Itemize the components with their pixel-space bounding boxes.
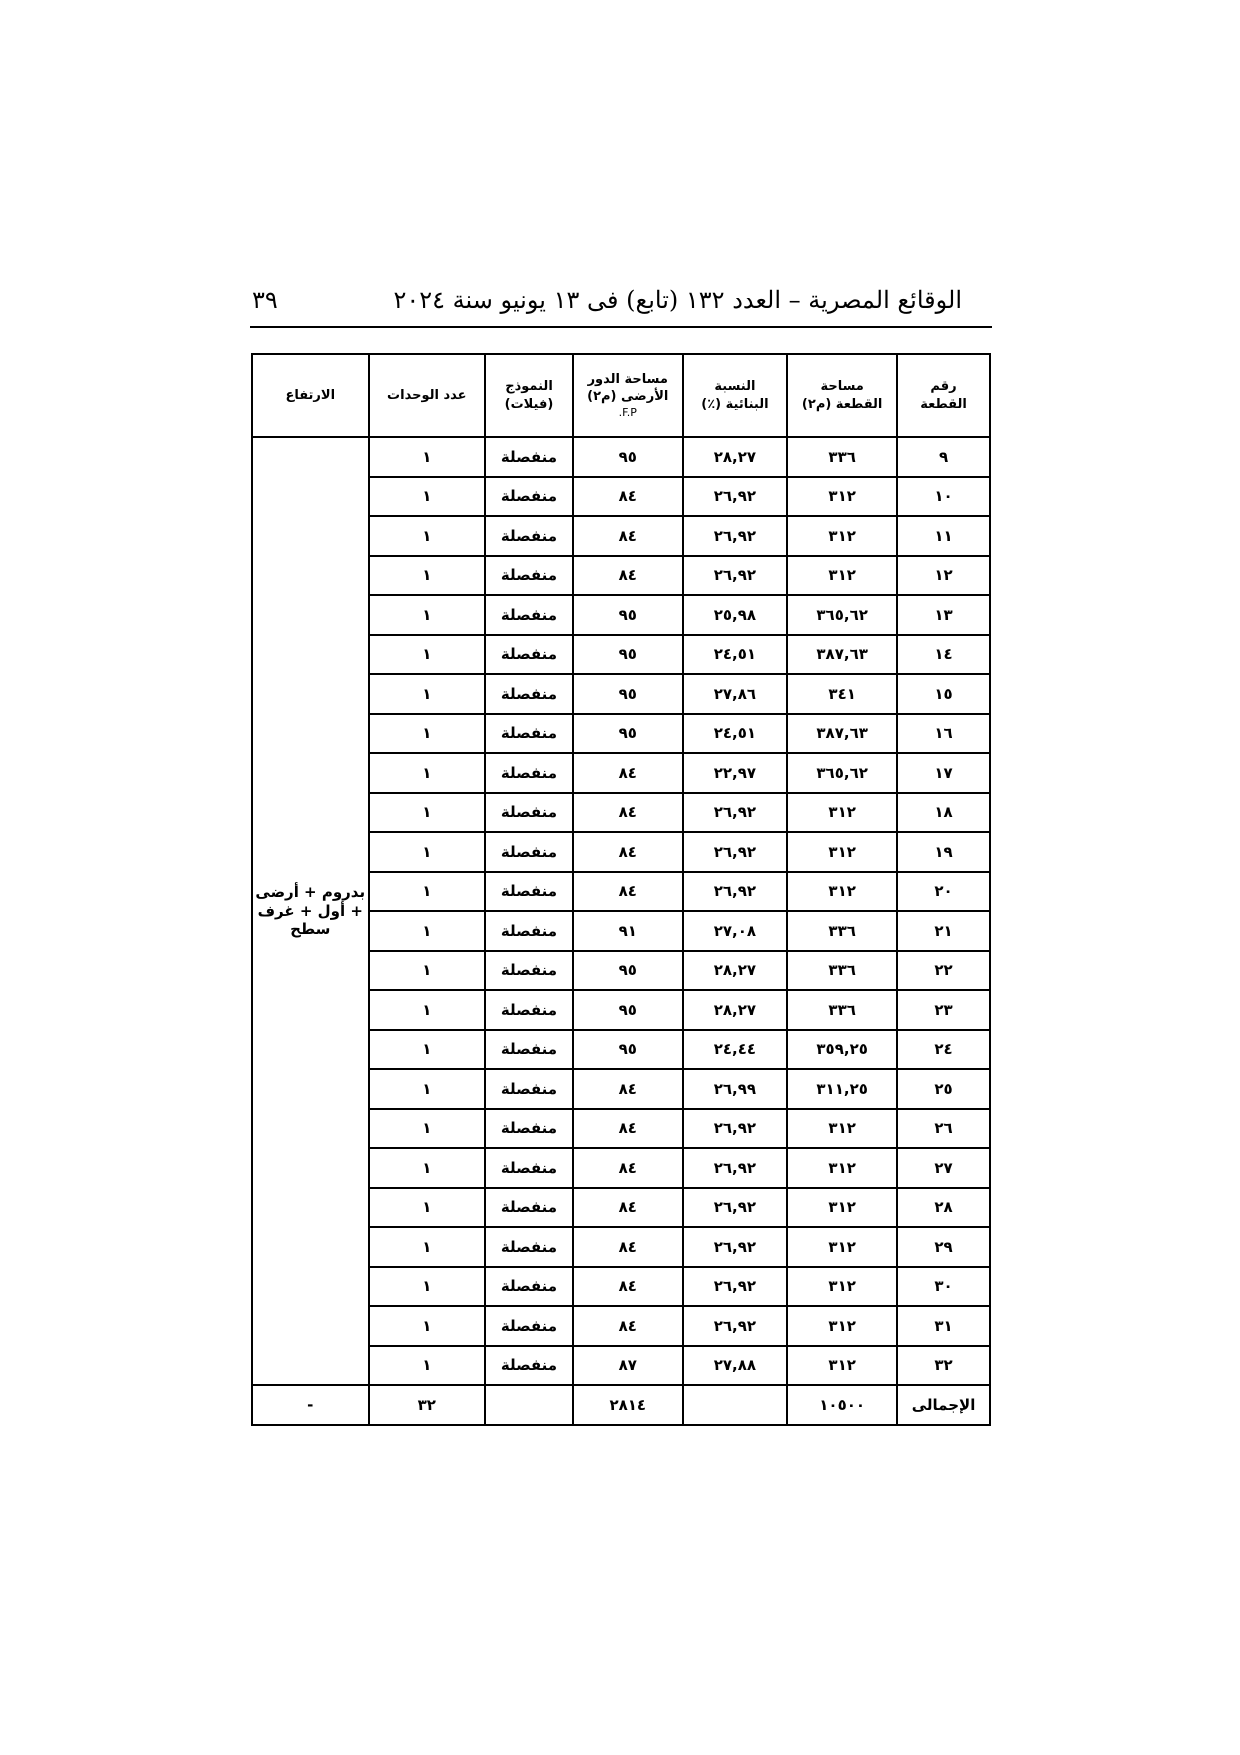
col-header-plot-area: مساحة القطعة (م٢) (787, 354, 897, 437)
total-row (252, 1385, 990, 1425)
cell-ground-floor-area: ٨٤ (573, 1306, 683, 1346)
cell-building-ratio: ٢٦,٩٢ (683, 1227, 788, 1267)
cell-model: منفصلة (485, 1346, 573, 1386)
cell-building-ratio: ٢٢,٩٧ (683, 753, 788, 793)
total-ground-floor-area: ٢٨١٤ (573, 1385, 683, 1425)
cell-units: ١ (369, 1030, 486, 1070)
cell-units: ١ (369, 990, 486, 1030)
cell-units: ١ (369, 516, 486, 556)
cell-plot-number: ٢٤ (897, 1030, 990, 1070)
cell-plot-number: ٣٢ (897, 1346, 990, 1386)
cell-building-ratio: ٢٧,٠٨ (683, 911, 788, 951)
cell-building-ratio: ٢٦,٩٢ (683, 1306, 788, 1346)
cell-building-ratio: ٢٤,٤٤ (683, 1030, 788, 1070)
cell-plot-number: ٢٠ (897, 872, 990, 912)
cell-plot-area: ٣١٢ (787, 1148, 897, 1188)
cell-plot-number: ١٤ (897, 635, 990, 675)
cell-plot-number: ٢٢ (897, 951, 990, 991)
cell-plot-area: ٣١٢ (787, 1346, 897, 1386)
cell-ground-floor-area: ٨٤ (573, 516, 683, 556)
cell-model: منفصلة (485, 832, 573, 872)
cell-units: ١ (369, 1267, 486, 1307)
table-header-row (252, 354, 990, 437)
cell-ground-floor-area: ٨٤ (573, 872, 683, 912)
cell-plot-number: ٣١ (897, 1306, 990, 1346)
cell-units: ١ (369, 911, 486, 951)
cell-model: منفصلة (485, 1188, 573, 1228)
cell-ground-floor-area: ٨٤ (573, 1227, 683, 1267)
cell-building-ratio: ٢٦,٩٢ (683, 872, 788, 912)
cell-model: منفصلة (485, 1267, 573, 1307)
cell-plot-number: ١١ (897, 516, 990, 556)
cell-model: منفصلة (485, 753, 573, 793)
cell-ground-floor-area: ٩٥ (573, 674, 683, 714)
cell-ground-floor-area: ٩٥ (573, 635, 683, 675)
plots-table (251, 353, 991, 1426)
cell-building-ratio: ٢٦,٩٩ (683, 1069, 788, 1109)
gazette-title: الوقائع المصرية – العدد ١٣٢ (تابع) فى ١٣ يونيو سنة ٢٠٢٤ (393, 286, 962, 314)
cell-ground-floor-area: ٩٥ (573, 990, 683, 1030)
table-row (252, 437, 990, 477)
cell-plot-number: ٢٦ (897, 1109, 990, 1149)
cell-plot-area: ٣٣٦ (787, 990, 897, 1030)
cell-building-ratio: ٢٦,٩٢ (683, 793, 788, 833)
cell-building-ratio: ٢٧,٨٨ (683, 1346, 788, 1386)
cell-plot-number: ٣٠ (897, 1267, 990, 1307)
cell-units: ١ (369, 1188, 486, 1228)
cell-model: منفصلة (485, 872, 573, 912)
cell-building-ratio: ٢٤,٥١ (683, 714, 788, 754)
cell-plot-area: ٣١٢ (787, 477, 897, 517)
col-header-building-ratio: النسبة البنائية (٪) (683, 354, 788, 437)
cell-ground-floor-area: ٨٤ (573, 1148, 683, 1188)
page-number: ٣٩ (252, 286, 278, 314)
cell-ground-floor-area: ٨٤ (573, 753, 683, 793)
table-body (252, 437, 990, 1385)
cell-model: منفصلة (485, 793, 573, 833)
cell-building-ratio: ٢٨,٢٧ (683, 437, 788, 477)
cell-units: ١ (369, 951, 486, 991)
page-header (250, 282, 992, 328)
cell-plot-area: ٣٦٥,٦٢ (787, 595, 897, 635)
cell-model: منفصلة (485, 477, 573, 517)
cell-plot-area: ٣١٢ (787, 1306, 897, 1346)
cell-model: منفصلة (485, 635, 573, 675)
cell-model: منفصلة (485, 911, 573, 951)
cell-plot-area: ٣٣٦ (787, 911, 897, 951)
cell-model: منفصلة (485, 1306, 573, 1346)
cell-plot-number: ١٦ (897, 714, 990, 754)
cell-units: ١ (369, 872, 486, 912)
cell-plot-number: ١٧ (897, 753, 990, 793)
cell-plot-area: ٣١٢ (787, 516, 897, 556)
cell-model: منفصلة (485, 556, 573, 596)
cell-units: ١ (369, 674, 486, 714)
cell-plot-area: ٣١١,٢٥ (787, 1069, 897, 1109)
cell-plot-area: ٣٣٦ (787, 951, 897, 991)
cell-units: ١ (369, 1306, 486, 1346)
cell-units: ١ (369, 595, 486, 635)
cell-units: ١ (369, 437, 486, 477)
cell-plot-number: ١٩ (897, 832, 990, 872)
cell-model: منفصلة (485, 1069, 573, 1109)
cell-height: بدروم + أرضى + أول + غرف سطح (252, 437, 369, 1385)
cell-ground-floor-area: ٩٥ (573, 951, 683, 991)
cell-building-ratio: ٢٦,٩٢ (683, 477, 788, 517)
total-height: - (252, 1385, 369, 1425)
cell-building-ratio: ٢٥,٩٨ (683, 595, 788, 635)
cell-building-ratio: ٢٧,٨٦ (683, 674, 788, 714)
total-units: ٣٢ (369, 1385, 486, 1425)
cell-building-ratio: ٢٨,٢٧ (683, 990, 788, 1030)
cell-plot-area: ٣٨٧,٦٣ (787, 635, 897, 675)
col-header-plot-number: رقم القطعة (897, 354, 990, 437)
cell-ground-floor-area: ٨٤ (573, 793, 683, 833)
cell-ground-floor-area: ٩٥ (573, 1030, 683, 1070)
cell-model: منفصلة (485, 595, 573, 635)
cell-model: منفصلة (485, 674, 573, 714)
cell-model: منفصلة (485, 951, 573, 991)
total-label: الإجمالى (897, 1385, 990, 1425)
cell-plot-number: ١٣ (897, 595, 990, 635)
cell-plot-number: ١٨ (897, 793, 990, 833)
col-header-units: عدد الوحدات (369, 354, 486, 437)
cell-model: منفصلة (485, 714, 573, 754)
cell-plot-area: ٣١٢ (787, 1188, 897, 1228)
cell-plot-area: ٣٣٦ (787, 437, 897, 477)
cell-ground-floor-area: ٨٤ (573, 477, 683, 517)
cell-model: منفصلة (485, 1148, 573, 1188)
cell-plot-area: ٣٨٧,٦٣ (787, 714, 897, 754)
cell-plot-number: ٢٣ (897, 990, 990, 1030)
cell-plot-area: ٣١٢ (787, 872, 897, 912)
cell-units: ١ (369, 1346, 486, 1386)
cell-units: ١ (369, 635, 486, 675)
cell-units: ١ (369, 1109, 486, 1149)
cell-model: منفصلة (485, 990, 573, 1030)
cell-plot-number: ٢٩ (897, 1227, 990, 1267)
cell-ground-floor-area: ٨٤ (573, 1069, 683, 1109)
cell-building-ratio: ٢٨,٢٧ (683, 951, 788, 991)
cell-units: ١ (369, 556, 486, 596)
cell-plot-area: ٣١٢ (787, 1267, 897, 1307)
cell-ground-floor-area: ٨٧ (573, 1346, 683, 1386)
cell-plot-number: ٢٥ (897, 1069, 990, 1109)
cell-units: ١ (369, 714, 486, 754)
cell-ground-floor-area: ٩٥ (573, 595, 683, 635)
cell-plot-number: ٢٧ (897, 1148, 990, 1188)
total-area: ١٠٥٠٠ (787, 1385, 897, 1425)
col-header-height: الارتفاع (252, 354, 369, 437)
cell-building-ratio: ٢٦,٩٢ (683, 832, 788, 872)
cell-building-ratio: ٢٦,٩٢ (683, 1188, 788, 1228)
cell-ground-floor-area: ٩٥ (573, 714, 683, 754)
cell-plot-area: ٣١٢ (787, 556, 897, 596)
col-header-model: النموذج (فيلات) (485, 354, 573, 437)
cell-ground-floor-area: ٩٥ (573, 437, 683, 477)
cell-ground-floor-area: ٨٤ (573, 1109, 683, 1149)
cell-ground-floor-area: ٨٤ (573, 556, 683, 596)
cell-ground-floor-area: ٨٤ (573, 1267, 683, 1307)
cell-units: ١ (369, 793, 486, 833)
total-model (485, 1385, 573, 1425)
cell-plot-number: ١٢ (897, 556, 990, 596)
cell-building-ratio: ٢٦,٩٢ (683, 1148, 788, 1188)
cell-units: ١ (369, 1227, 486, 1267)
cell-units: ١ (369, 1148, 486, 1188)
cell-building-ratio: ٢٦,٩٢ (683, 556, 788, 596)
cell-plot-number: ٢١ (897, 911, 990, 951)
cell-plot-area: ٣١٢ (787, 1227, 897, 1267)
cell-model: منفصلة (485, 1109, 573, 1149)
cell-building-ratio: ٢٦,٩٢ (683, 1109, 788, 1149)
cell-model: منفصلة (485, 516, 573, 556)
cell-plot-area: ٣٤١ (787, 674, 897, 714)
cell-plot-area: ٣١٢ (787, 1109, 897, 1149)
cell-model: منفصلة (485, 1030, 573, 1070)
cell-building-ratio: ٢٦,٩٢ (683, 1267, 788, 1307)
cell-units: ١ (369, 477, 486, 517)
cell-plot-area: ٣١٢ (787, 793, 897, 833)
cell-building-ratio: ٢٤,٥١ (683, 635, 788, 675)
cell-ground-floor-area: ٨٤ (573, 832, 683, 872)
col-header-ground-floor-area: مساحة الدور الأرضى (م٢) F.P. (573, 354, 683, 437)
cell-units: ١ (369, 832, 486, 872)
cell-units: ١ (369, 753, 486, 793)
cell-plot-area: ٣٦٥,٦٢ (787, 753, 897, 793)
cell-units: ١ (369, 1069, 486, 1109)
cell-plot-number: ١٠ (897, 477, 990, 517)
cell-plot-number: ٩ (897, 437, 990, 477)
cell-plot-number: ٢٨ (897, 1188, 990, 1228)
total-ratio (683, 1385, 788, 1425)
cell-plot-number: ١٥ (897, 674, 990, 714)
cell-model: منفصلة (485, 437, 573, 477)
cell-plot-area: ٣٥٩,٢٥ (787, 1030, 897, 1070)
cell-building-ratio: ٢٦,٩٢ (683, 516, 788, 556)
cell-ground-floor-area: ٩١ (573, 911, 683, 951)
cell-ground-floor-area: ٨٤ (573, 1188, 683, 1228)
cell-model: منفصلة (485, 1227, 573, 1267)
cell-plot-area: ٣١٢ (787, 832, 897, 872)
